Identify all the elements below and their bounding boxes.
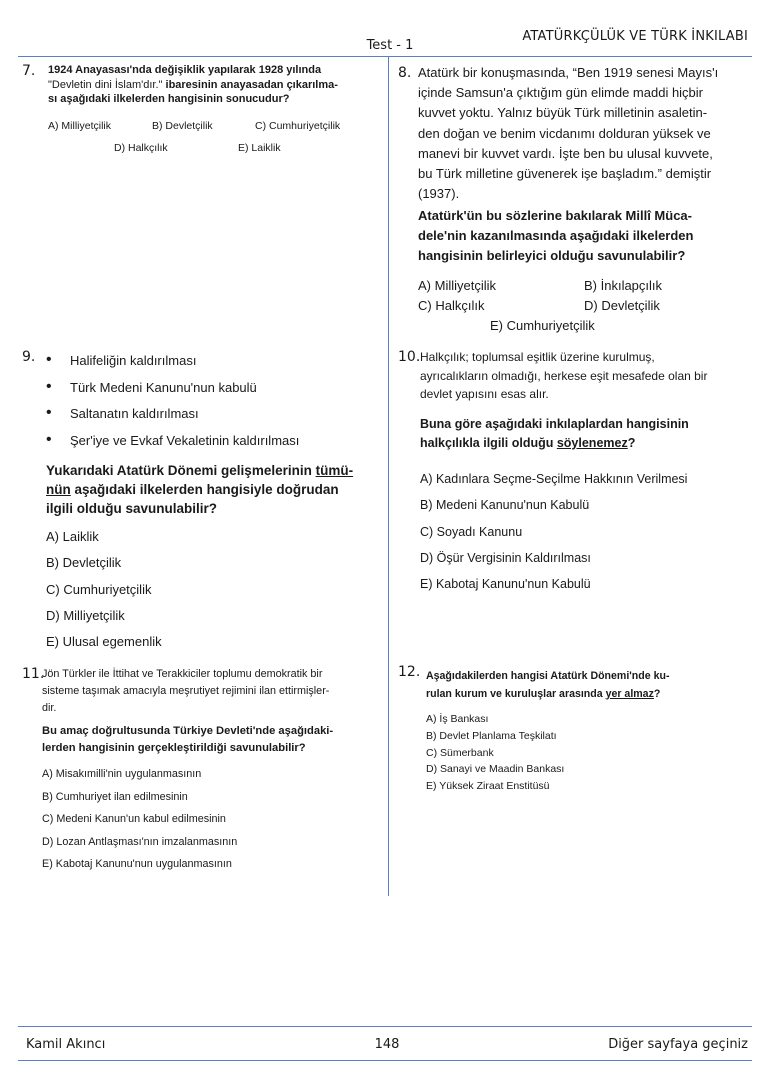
option-a[interactable]: A) Milliyetçilik	[418, 278, 496, 293]
question-prompt: Bu amaç doğrultusunda Türkiye Devleti'nde aşağıdaki- lerden hangisinin gerçekleştirildiği savunulabilir?	[42, 725, 334, 754]
footer-top-rule	[18, 1026, 752, 1027]
option-e[interactable]: E) Yüksek Ziraat Enstitüsü	[426, 780, 550, 793]
option-c[interactable]: C) Cumhuriyetçilik	[46, 581, 152, 597]
option-d[interactable]: D) Devletçilik	[584, 298, 660, 313]
question-prompt: Yukarıdaki Atatürk Dönemi gelişmelerinin tümü- nün aşağıdaki ilkelerden hangisiyle doğrudan ilgili olduğu savunulabilir?	[46, 463, 354, 516]
list-item: • Şer'iye ve Evkaf Vekaletinin kaldırılması	[44, 428, 364, 455]
option-e[interactable]: E) Cumhuriyetçilik	[490, 318, 595, 333]
option-a[interactable]: A) Milliyetçilik	[48, 120, 111, 132]
question-passage: Halkçılık; toplumsal eşitlik üzerine kurulmuş, ayrıcalıkların olmadığı, herkese eşit mesafede olan bir devlet yapısını esas alır.	[420, 350, 708, 401]
next-page-note: Diğer sayfaya geçiniz	[608, 1037, 748, 1052]
question-number: 8.	[398, 65, 412, 81]
option-e[interactable]: E) Ulusal egemenlik	[46, 634, 162, 650]
question-stem: 1924 Anayasası'nda değişiklik yapılarak 1928 yılında "Devletin dini İslam'dır." ibaresinin anayasadan çıkarılma- sı aşağıdaki ilkelerden hangisinin sonucudur?	[48, 64, 338, 105]
option-b[interactable]: B) Devletçilik	[46, 555, 122, 571]
page-number: 148	[374, 1037, 400, 1052]
answer-options	[420, 466, 752, 597]
option-a[interactable]: A) İş Bankası	[426, 713, 489, 725]
option-c[interactable]: C) Medeni Kanun'un kabul edilmesinin	[42, 813, 226, 825]
list-item: • Halifeliğin kaldırılması	[44, 348, 364, 375]
subject-title: ATATÜRKÇÜLÜK VE TÜRK İNKILABI	[522, 29, 748, 44]
question-passage: Jön Türkler ile İttihat ve Terakkiciler toplumu demokratik bir sisteme taşımak amacıyla meşrutiyet rejimini ilan ettirmişler- dir.	[42, 668, 330, 714]
option-d[interactable]: D) Sanayi ve Maadin Bankası	[426, 763, 565, 776]
answer-options	[42, 763, 374, 876]
answer-options	[426, 711, 752, 795]
option-c[interactable]: C) Halkçılık	[418, 298, 485, 313]
option-c[interactable]: C) Soyadı Kanunu	[420, 524, 523, 539]
question-number: 11.	[22, 666, 45, 682]
option-e[interactable]: E) Laiklik	[238, 142, 281, 154]
option-d[interactable]: D) Öşür Vergisinin Kaldırılması	[420, 550, 591, 565]
option-a[interactable]: A) Misakımilli'nin uygulanmasının	[42, 768, 202, 780]
option-b[interactable]: B) Cumhuriyet ilan edilmesinin	[42, 790, 188, 803]
test-label: Test - 1	[366, 38, 414, 53]
option-e[interactable]: E) Kabotaj Kanunu'nun Kabulü	[420, 577, 591, 592]
question-number: 9.	[22, 349, 36, 365]
footer-bottom-rule	[18, 1060, 752, 1061]
option-a[interactable]: A) Laiklik	[46, 529, 99, 544]
author-name: Kamil Akıncı	[26, 1037, 106, 1052]
question-passage: Atatürk bir konuşmasında, “Ben 1919 senesi Mayıs'ı içinde Samsun'a çıktığım gün elimde maddi hiçbir kuvvet yoktu. Yalnız büyük Türk milletinin asaletin- den doğan ve benim vicdanımı dolduran yüksek ve manevi bir kuvvet vardı. İşte ben bu ulusal kuvvete, bu Türk milletine güvenerek işe başladım.” demiştir (1937).	[418, 65, 719, 202]
question-prompt: Atatürk'ün bu sözlerine bakılarak Millî Müca- dele'nin kazanılmasında aşağıdaki ilkelerden hangisinin belirleyici olduğu savunulabilir?	[418, 208, 694, 263]
option-d[interactable]: D) Lozan Antlaşması'nın imzalanmasının	[42, 835, 238, 848]
column-divider	[388, 57, 389, 896]
question-prompt: Buna göre aşağıdaki inkılaplardan hangisinin halkçılıkla ilgili olduğu söylenemez?	[420, 417, 689, 450]
option-e[interactable]: E) Kabotaj Kanunu'nun uygulanmasının	[42, 858, 232, 870]
question-number: 12.	[398, 664, 421, 680]
option-c[interactable]: C) Cumhuriyetçilik	[255, 120, 341, 132]
question-prompt: Aşağıdakilerden hangisi Atatürk Dönemi'nde ku- rulan kurum ve kuruluşlar arasında yer almaz?	[426, 670, 670, 700]
option-b[interactable]: B) Devletçilik	[152, 120, 213, 132]
answer-options	[46, 524, 366, 655]
option-d[interactable]: D) Halkçılık	[114, 142, 168, 154]
event-list	[44, 348, 364, 454]
option-b[interactable]: B) Medeni Kanunu'nun Kabulü	[420, 498, 590, 513]
option-b[interactable]: B) İnkılapçılık	[584, 278, 663, 293]
list-item: • Saltanatın kaldırılması	[44, 401, 364, 428]
option-d[interactable]: D) Milliyetçilik	[46, 607, 125, 623]
option-a[interactable]: A) Kadınlara Seçme-Seçilme Hakkının Verilmesi	[420, 472, 688, 486]
question-number: 10.	[398, 349, 421, 365]
question-number: 7.	[22, 63, 36, 79]
option-b[interactable]: B) Devlet Planlama Teşkilatı	[426, 729, 557, 742]
option-c[interactable]: C) Sümerbank	[426, 746, 494, 759]
header-rule	[18, 56, 752, 57]
list-item: • Türk Medeni Kanunu'nun kabulü	[44, 375, 364, 402]
